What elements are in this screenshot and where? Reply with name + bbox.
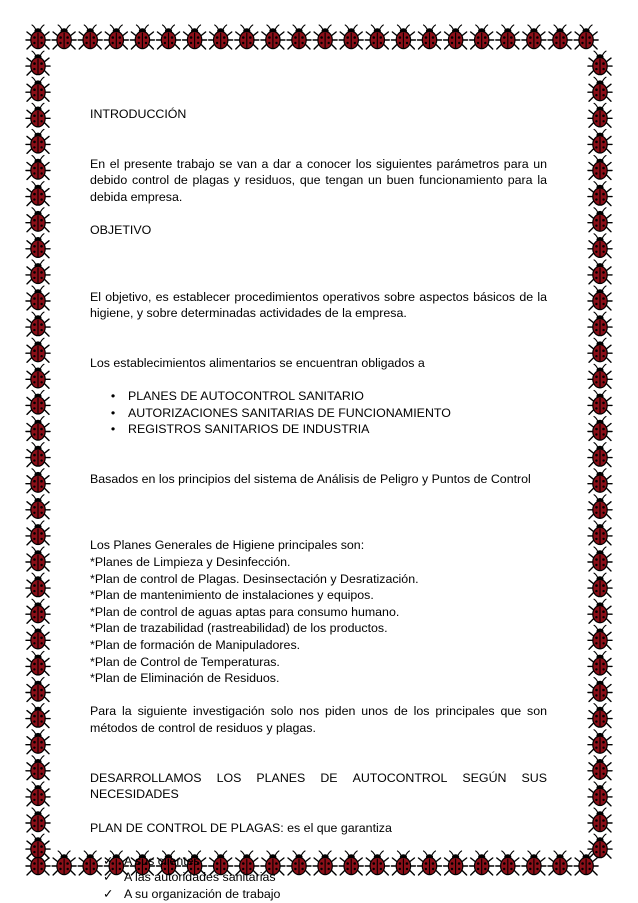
ladybug-icon (588, 286, 612, 310)
ladybug-icon (26, 417, 50, 441)
list-item: *Plan de Eliminación de Residuos. (90, 671, 280, 686)
guarantees-list (90, 853, 547, 903)
ladybug-icon (26, 651, 50, 675)
ladybug-icon (52, 851, 76, 875)
ladybug-icon (588, 782, 612, 806)
ladybug-icon (418, 25, 442, 49)
ladybug-icon (26, 625, 50, 649)
ladybug-icon (26, 260, 50, 284)
ladybug-icon (287, 25, 311, 49)
obligations-list (90, 388, 547, 438)
ladybug-icon (588, 808, 612, 832)
ladybug-icon (26, 286, 50, 310)
ladybug-icon (588, 730, 612, 754)
ladybug-icon (26, 469, 50, 493)
ladybug-icon (588, 312, 612, 336)
list-item: *Plan de trazabilidad (rastreabilidad) de los productos. (90, 621, 388, 636)
ladybug-icon (470, 25, 494, 49)
ladybug-icon (588, 77, 612, 101)
ladybug-icon (26, 103, 50, 127)
ladybug-icon (26, 338, 50, 362)
ladybug-icon (26, 547, 50, 571)
ladybug-icon (588, 234, 612, 258)
ladybug-icon (588, 704, 612, 728)
ladybug-icon (183, 25, 207, 49)
ladybug-icon (26, 51, 50, 75)
list-item: *Planes de Limpieza y Desinfección. (90, 555, 291, 570)
list-item: ✓ A las autoridades sanitarias (103, 870, 276, 885)
appcc-paragraph: Basados en los principios del sistema de Análisis de Peligro y Puntos de Control (90, 472, 531, 487)
ladybug-icon (548, 25, 572, 49)
ladybug-icon (26, 77, 50, 101)
ladybug-icon (104, 25, 128, 49)
ladybug-icon (209, 25, 233, 49)
develop-heading-line1: DESARROLLAMOS LOS PLANES DE AUTOCONTROL SEGÚN SUS (90, 770, 547, 785)
ladybug-icon (26, 495, 50, 519)
investigation-paragraph: Para la siguiente investigación solo nos piden unos de los principales que son métodos de control de residuos y plagas. (90, 704, 547, 735)
ladybug-icon (588, 756, 612, 780)
ladybug-icon (574, 25, 598, 49)
ladybug-icon (588, 390, 612, 414)
ladybug-icon (26, 782, 50, 806)
ladybug-icon (26, 730, 50, 754)
ladybug-icon (391, 25, 415, 49)
ladybug-icon (130, 25, 154, 49)
list-item: *Plan de control de Plagas. Desinsectación y Desratización. (90, 571, 419, 586)
ladybug-icon (26, 834, 50, 858)
ladybug-icon (588, 156, 612, 180)
list-item: • AUTORIZACIONES SANITARIAS DE FUNCIONAMIENTO (90, 405, 547, 422)
list-item: ✓ A sus clientes (103, 853, 200, 868)
ladybug-icon (588, 51, 612, 75)
ladybug-icon (588, 417, 612, 441)
ladybug-icon (26, 25, 50, 49)
ladybug-icon (588, 129, 612, 153)
list-item: • REGISTROS SANITARIOS DE INDUSTRIA (90, 421, 547, 438)
pest-plan-paragraph: PLAN DE CONTROL DE PLAGAS: es el que garantiza (90, 820, 392, 835)
bullet-icon: • (110, 422, 116, 437)
list-item: • PLANES DE AUTOCONTROL SANITARIO (90, 388, 547, 405)
bullet-icon: • (110, 405, 116, 420)
ladybug-icon (26, 129, 50, 153)
checkmark-icon: ✓ (103, 886, 114, 901)
list-item: *Plan de mantenimiento de instalaciones y equipos. (90, 588, 374, 603)
ladybug-icon (26, 521, 50, 545)
ladybug-icon (444, 25, 468, 49)
list-item: *Plan de control de aguas aptas para consumo humano. (90, 604, 400, 619)
ladybug-icon (588, 599, 612, 623)
ladybug-icon (588, 182, 612, 206)
ladybug-icon (26, 234, 50, 258)
ladybug-icon (339, 25, 363, 49)
checkmark-icon: ✓ (103, 870, 114, 885)
plans-intro: Los Planes Generales de Higiene principales son: (90, 538, 365, 553)
ladybug-icon (26, 364, 50, 388)
ladybug-icon (588, 495, 612, 519)
ladybug-icon (588, 443, 612, 467)
ladybug-icon (588, 521, 612, 545)
ladybug-icon (496, 25, 520, 49)
ladybug-icon (588, 103, 612, 127)
objective-paragraph: El objetivo, es establecer procedimientos operativos sobre aspectos básicos de la higiene, y sobre determinadas actividades de la empresa. (90, 289, 547, 321)
ladybug-icon (78, 25, 102, 49)
ladybug-icon (588, 625, 612, 649)
ladybug-icon (588, 834, 612, 858)
intro-heading: INTRODUCCIÓN (90, 107, 187, 121)
ladybug-icon (588, 547, 612, 571)
document-body (90, 106, 547, 903)
ladybug-icon (588, 469, 612, 493)
ladybug-icon (26, 808, 50, 832)
ladybug-icon (588, 678, 612, 702)
ladybug-icon (26, 704, 50, 728)
ladybug-icon (365, 25, 389, 49)
ladybug-icon (588, 651, 612, 675)
ladybug-icon (26, 390, 50, 414)
ladybug-icon (235, 25, 259, 49)
ladybug-icon (588, 260, 612, 284)
ladybug-icon (26, 443, 50, 467)
ladybug-icon (548, 851, 572, 875)
ladybug-icon (26, 678, 50, 702)
objective-heading: OBJETIVO (90, 223, 152, 238)
bullet-icon: • (110, 389, 116, 404)
ladybug-icon (26, 756, 50, 780)
list-item: ✓ A su organización de trabajo (103, 886, 281, 901)
ladybug-icon (26, 573, 50, 597)
ladybug-icon (157, 25, 181, 49)
checkmark-icon: ✓ (103, 853, 114, 868)
ladybug-icon (26, 599, 50, 623)
ladybug-icon (588, 573, 612, 597)
ladybug-icon (52, 25, 76, 49)
list-item: *Plan de Control de Temperaturas. (90, 654, 280, 669)
ladybug-icon (313, 25, 337, 49)
plans-list (90, 554, 547, 687)
list-item: *Plan de formación de Manipuladores. (90, 638, 301, 652)
ladybug-icon (588, 208, 612, 232)
ladybug-icon (522, 25, 546, 49)
ladybug-icon (26, 312, 50, 336)
ladybug-icon (26, 208, 50, 232)
intro-paragraph: En el presente trabajo se van a dar a conocer los siguientes parámetros para un debido control de plagas y residuos, que tengan un buen funcionamiento para la debida empresa. (90, 156, 547, 204)
obligations-intro: Los establecimientos alimentarios se encuentran obligados a (90, 355, 425, 370)
ladybug-icon (588, 338, 612, 362)
develop-heading-line2: NECESIDADES (90, 787, 179, 802)
ladybug-icon (261, 25, 285, 49)
ladybug-icon (26, 182, 50, 206)
ladybug-icon (588, 364, 612, 388)
ladybug-icon (26, 156, 50, 180)
